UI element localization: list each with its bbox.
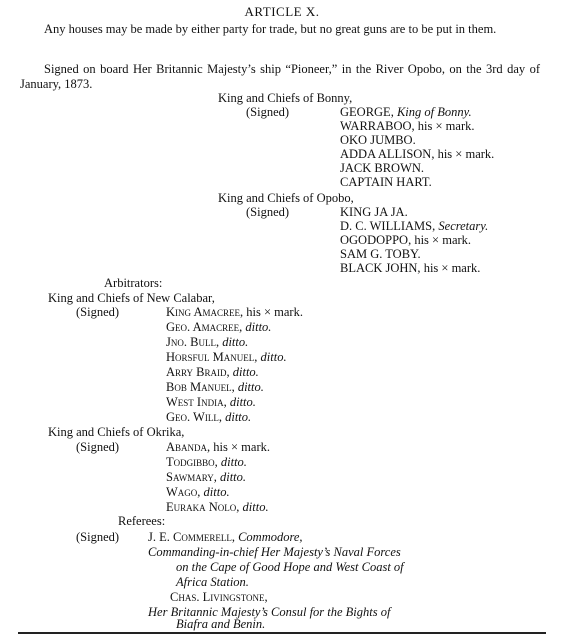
signatory-note: ditto. — [222, 335, 249, 349]
referee-livingstone-line: Her Britannic Majesty’s Consul for the Bights of — [148, 605, 391, 619]
signatory-note: his × mark. — [213, 440, 270, 454]
signatory-name: Geo. Will, — [166, 410, 222, 424]
signatory — [340, 247, 421, 262]
signatory — [340, 261, 480, 276]
article-title: ARTICLE X. — [244, 4, 320, 19]
signatory — [166, 365, 259, 380]
signatory-note: ditto. — [242, 500, 269, 514]
signatory-name: West India, — [166, 395, 227, 409]
signatory-note: his × mark. — [246, 305, 303, 319]
signatory-note: Secretary. — [438, 219, 489, 233]
signatory — [166, 455, 247, 470]
referee-commerell-line: on the Cape of Good Hope and West Coast of — [176, 560, 404, 574]
signatory-name: Arry Braid, — [166, 365, 230, 379]
signatory-note: his × mark. — [414, 233, 472, 247]
signatory — [340, 205, 408, 220]
signatory — [166, 500, 269, 515]
signatory — [166, 485, 230, 500]
signatory-name: Jno. Bull, — [166, 335, 220, 349]
signatory-name: BLACK JOHN, — [340, 261, 421, 275]
signatory-name: Abanda, — [166, 440, 211, 454]
paragraph-signed-on-board: Signed on board Her Britannic Majesty’s ship “Pioneer,” in the River Opobo, on the 3rd day of January, 1873. — [20, 62, 540, 91]
okrika-heading: King and Chiefs of Okrika, — [48, 425, 185, 439]
signatory-name: Euraka Nolo, — [166, 500, 240, 514]
signatory-note: ditto. — [220, 455, 247, 469]
referee-livingstone-line: Biafra and Benin. — [176, 617, 266, 631]
signatory-name: D. C. WILLIAMS, — [340, 219, 436, 233]
signatory-name: Todgibbo, — [166, 455, 218, 469]
signatory — [166, 350, 287, 365]
signatory-note: King of Bonny. — [396, 105, 472, 119]
signatory — [166, 305, 303, 320]
opobo-signed: (Signed) — [246, 205, 290, 219]
calabar-heading: King and Chiefs of New Calabar, — [48, 291, 215, 305]
signatory-note: ditto. — [225, 410, 252, 424]
signatory-note: his × mark. — [437, 147, 495, 161]
signatory — [166, 410, 251, 425]
signatory-name: King Amacree, — [166, 305, 244, 319]
signatory — [340, 105, 472, 120]
signatory-name: OGODOPPO, — [340, 233, 412, 247]
signatory-note: his × mark. — [423, 261, 481, 275]
signatory-name: CAPTAIN HART. — [340, 175, 432, 189]
signatory — [340, 233, 471, 248]
signatory-note: ditto. — [203, 485, 230, 499]
signatory — [166, 335, 248, 350]
referee-commerell-line: Africa Station. — [176, 575, 249, 589]
signatory-name: GEORGE, — [340, 105, 394, 119]
signatory-note: his × mark. — [417, 119, 475, 133]
signatory — [340, 133, 416, 148]
bonny-signed: (Signed) — [246, 105, 290, 119]
signatory-note: ditto. — [229, 395, 256, 409]
signatory — [166, 440, 270, 455]
signatory-name: Geo. Amacree, — [166, 320, 243, 334]
referee-name: J. E. Commerell, — [148, 530, 235, 544]
arbitrators-label: Arbitrators: — [104, 276, 163, 290]
signatory-name: KING JA JA. — [340, 205, 408, 219]
signatory-name: WARRABOO, — [340, 119, 415, 133]
referee-title: Commodore, — [238, 530, 303, 544]
signatory-name: ADDA ALLISON, — [340, 147, 435, 161]
paragraph-guns: Any houses may be made by either party for trade, but no great guns are to be put in them. — [44, 22, 497, 36]
signatory — [340, 119, 475, 134]
signatory-name: Sawmary, — [166, 470, 217, 484]
signatory-name: Bob Manuel, — [166, 380, 235, 394]
signatory — [340, 219, 488, 234]
signatory-name: OKO JUMBO. — [340, 133, 416, 147]
referee-livingstone: Chas. Livingstone, — [170, 590, 268, 604]
signatory-name: JACK BROWN. — [340, 161, 425, 175]
signatory-note: ditto. — [245, 320, 272, 334]
signatory-name: Horsful Manuel, — [166, 350, 258, 364]
signatory-note: ditto. — [260, 350, 287, 364]
signatory — [166, 470, 246, 485]
signatory — [340, 175, 432, 190]
signatory — [166, 320, 271, 335]
opobo-heading: King and Chiefs of Opobo, — [218, 191, 354, 205]
signatory-note: ditto. — [219, 470, 247, 484]
signatory — [340, 147, 494, 162]
referee-commerell — [148, 530, 303, 545]
referee-commerell-line: Commanding-in-chief Her Majesty’s Naval Forces — [148, 545, 401, 559]
signatory-note: ditto. — [237, 380, 264, 394]
signatory — [166, 395, 256, 410]
signatory-name: Wago, — [166, 485, 201, 499]
signatory-note: ditto. — [232, 365, 259, 379]
referees-label: Referees: — [118, 514, 166, 528]
referees-signed: (Signed) — [76, 530, 120, 544]
bottom-rule — [18, 632, 546, 634]
calabar-signed: (Signed) — [76, 305, 120, 319]
signatory — [340, 161, 424, 176]
signatory-name: SAM G. TOBY. — [340, 247, 421, 261]
bonny-heading: King and Chiefs of Bonny, — [218, 91, 353, 105]
signatory — [166, 380, 264, 395]
okrika-signed: (Signed) — [76, 440, 120, 454]
